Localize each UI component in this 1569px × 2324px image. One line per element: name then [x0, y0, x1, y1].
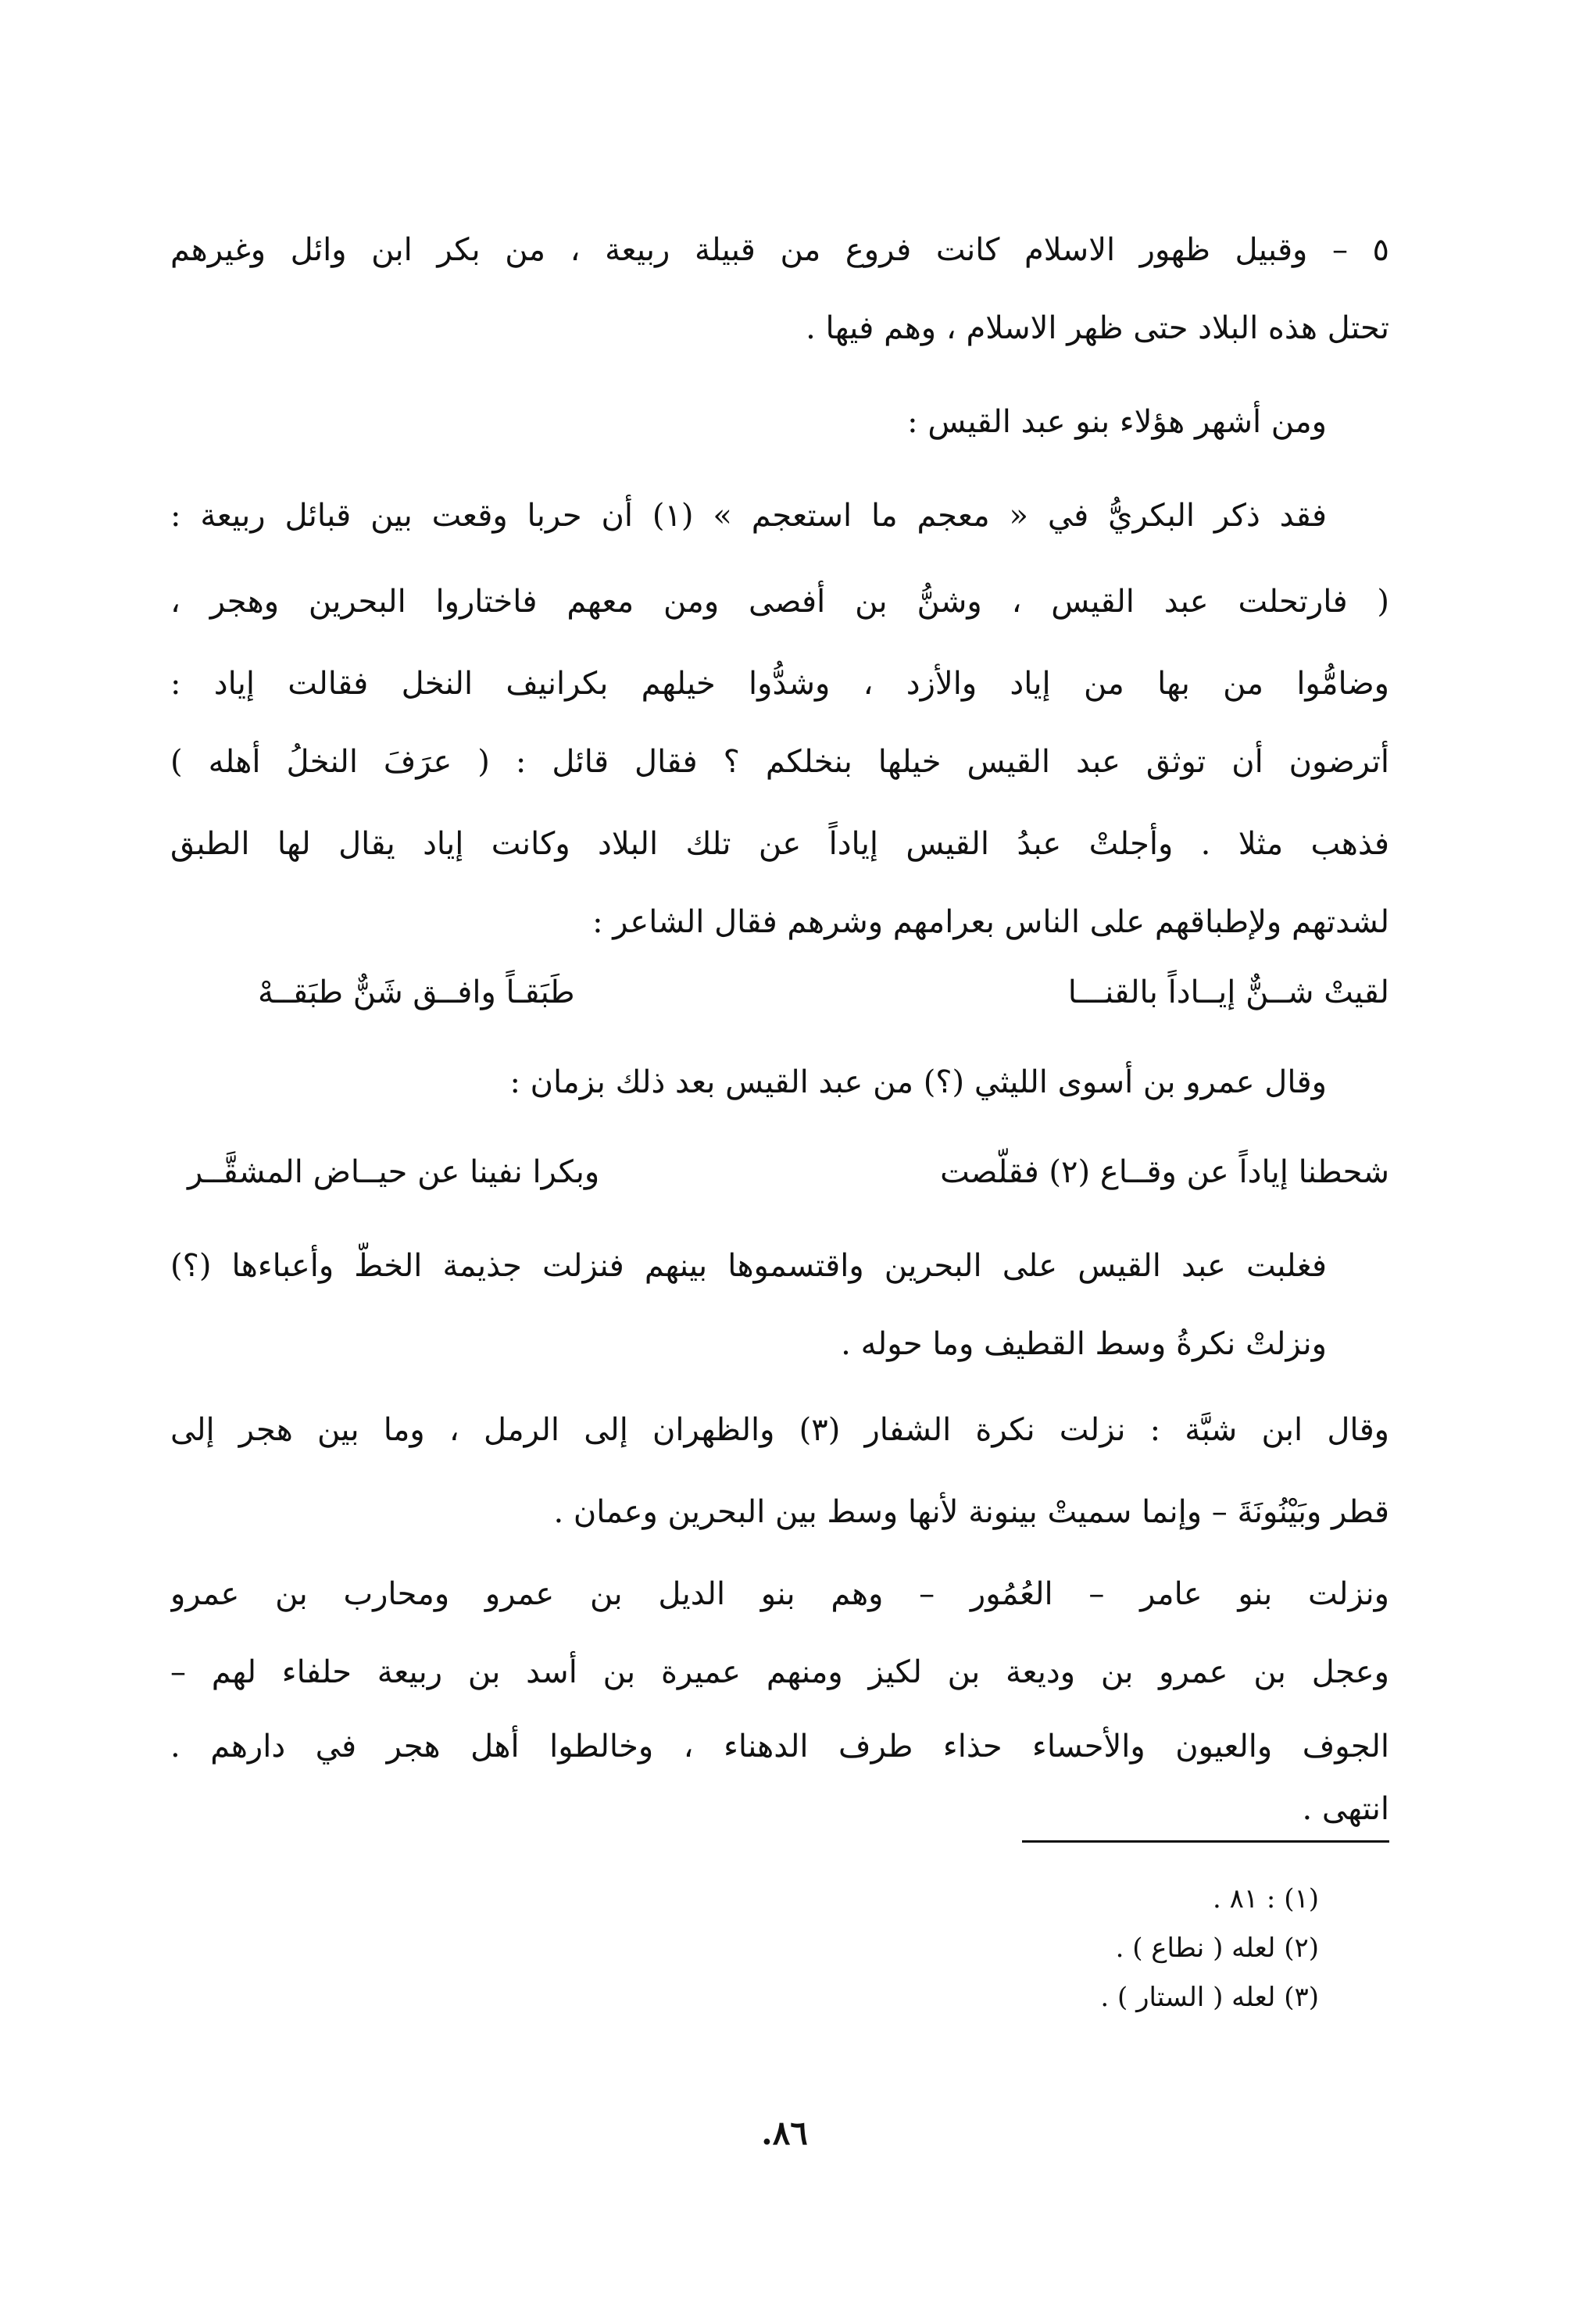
amir-line-4: انتهى . — [1302, 1791, 1389, 1827]
paragraph-5-line-1: ٥ – وقبيل ظهور الاسلام كانت فروع من قبيلة ربيعة ، من بكر ابن وائل وغيرهم — [170, 232, 1389, 268]
verse-1-second-hemistich: طَبَقـاً وافــق شَنٌّ طبَقــهْ — [258, 974, 575, 1010]
amir-line-2: وعجل بن عمرو بن وديعة بن لكيز ومنهم عميرة بن أسد بن ربيعة حلفاء لهم – — [170, 1654, 1389, 1690]
ghalabat-line-2: ونزلتْ نكرةُ وسط القطيف وما حوله . — [841, 1326, 1327, 1362]
bakri-line-4: أترضون أن توثق عبد القيس خيلها بنخلكم ؟ فقال قائل : ( عرَفَ النخلُ أهله ) — [170, 744, 1389, 780]
amir-line-1: ونزلت بنو عامر – العُمُور – وهم بنو الديل بن عمرو ومحارب بن عمرو — [170, 1576, 1389, 1612]
footnote-2: (٢) لعله ( نطاع ) . — [1115, 1932, 1319, 1964]
footnote-separator — [1022, 1840, 1389, 1843]
bakri-line-5: فذهب مثلا . وأجلتْ عبدُ القيس إياداً عن تلك البلاد وكانت إياد يقال لها الطبق — [170, 826, 1389, 862]
bakri-line-2: ( فارتحلت عبد القيس ، وشنُّ بن أفصى ومن معهم فاختاروا البحرين وهجر ، — [170, 584, 1389, 620]
verse-1-first-hemistich: لقيتْ شــنٌّ إيــاداً بالقنـــا — [1067, 974, 1389, 1010]
bakri-line-1: فقد ذكر البكريُّ في « معجم ما استعجم » (١) أن حربا وقعت بين قبائل ربيعة : — [170, 498, 1327, 534]
shabba-line-2: قطر وبَيْنُونَةَ – وإنما سميتْ بينونة لأنها وسط بين البحرين وعمان . — [553, 1494, 1389, 1530]
verse-2-second-hemistich: وبكرا نفينا عن حيــاض المشقَّــر — [188, 1154, 600, 1190]
bakri-line-3: وضامُّوا من بها من إياد والأزد ، وشدُّوا خيلهم بكرانيف النخل فقالت إياد : — [170, 666, 1389, 702]
footnote-3: (٣) لعله ( الستار ) . — [1100, 1982, 1319, 2013]
verse-2-first-hemistich: شحطنا إياداً عن وقــاع (٢) فقلّصت — [940, 1154, 1389, 1190]
shabba-line-1: وقال ابن شبَّة : نزلت نكرة الشفار (٣) والظهران إلى الرمل ، وما بين هجر إلى — [170, 1412, 1389, 1448]
ghalabat-line-1: فغلبت عبد القيس على البحرين واقتسموها بينهم فنزلت جذيمة الخطَّ وأعباءها (؟) — [170, 1248, 1327, 1284]
famous-line: ومن أشهر هؤلاء بنو عبد القيس : — [907, 404, 1327, 440]
paragraph-5-line-2: تحتل هذه البلاد حتى ظهر الاسلام ، وهم فيها . — [806, 310, 1389, 346]
bakri-line-6: لشدتهم ولإطباقهم على الناس بعرامهم وشرهم فقال الشاعر : — [592, 904, 1389, 940]
amir-line-3: الجوف والعيون والأحساء حذاء طرف الدهناء ، وخالطوا أهل هجر في دارهم . — [170, 1729, 1389, 1764]
page-number: ٨٦. — [761, 2114, 808, 2152]
footnote-1: (١) : ٨١ . — [1212, 1883, 1319, 1915]
amr-line: وقال عمرو بن أسوى الليثي (؟) من عبد القيس بعد ذلك بزمان : — [509, 1064, 1327, 1100]
